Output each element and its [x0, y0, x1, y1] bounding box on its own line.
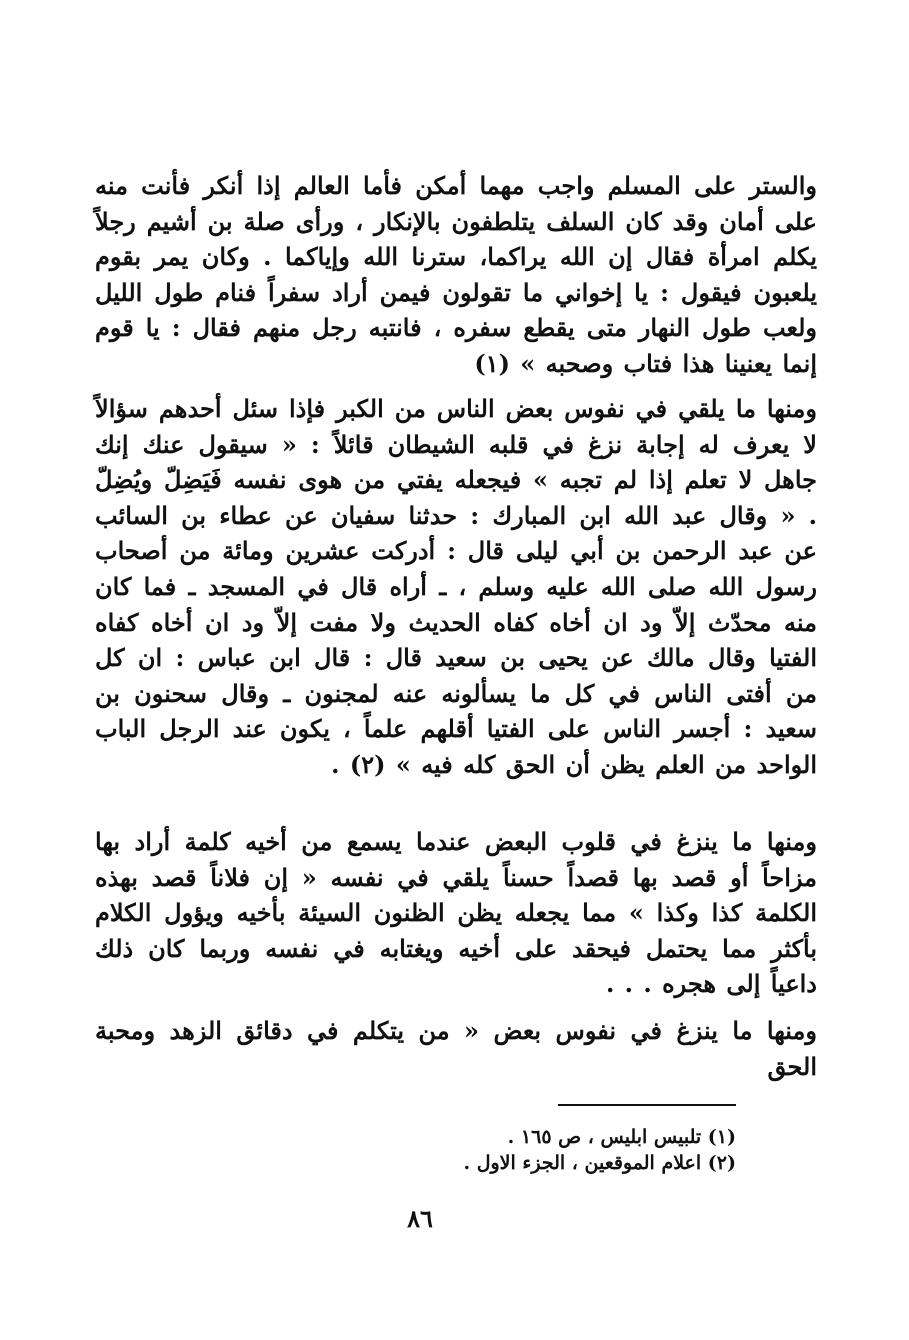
footnotes [300, 1124, 736, 1176]
footnote-1: (١) تلبيس ابليس ، ص ١٦٥ . [507, 1126, 736, 1148]
footnote-2: (٢) اعلام الموقعين ، الجزء الاول . [463, 1152, 736, 1174]
footnote-separator [558, 1104, 736, 1106]
paragraph-1: والستر على المسلم واجب مهما أمكن فأما العالم إذا أنكر فأنت منه على أمان وقد كان السلف يتلطفون بالإنكار ، ورأى صلة بن أشيم رجلاً يكلم امرأة فقال إن الله يراكما، سترنا الله وإياكما . وكان يمر بقوم يلعبون فيقول : يا إخواني ما تقولون فيمن أراد سفراً فنام طول الليل ولعب طول النهار متى يقطع سفره ، فانتبه رجل منهم فقال : يا قوم إنما يعنينا هذا فتاب وصحبه » (١) [95, 171, 817, 378]
paragraph-2: ومنها ما يلقي في نفوس بعض الناس من الكبر فإذا سئل أحدهم سؤالاً لا يعرف له إجابة نزغ في قلبه الشيطان قائلاً : « سيقول عنك إنك جاهل لا تعلم إذا لم تجبه » فيجعله يفتي من هوى نفسه فَيَضِلّ ويُضِلّ . « وقال عبد الله ابن المبارك : حدثنا سفيان عن عطاء بن السائب عن عبد الرحمن بن أبي ليلى قال : أدركت عشرين ومائة من أصحاب رسول الله صلى الله عليه وسلم ، ـ أراه قال في المسجد ـ فما كان منه محدّث إلاّ ود ان أخاه كفاه الحديث ولا مفت إلاّ ود ان أخاه كفاه الفتيا وقال مالك عن يحيى بن سعيد قال : قال ابن عباس : ان كل من أفتى الناس في كل ما يسألونه عنه لمجنون ـ وقال سحنون بن سعيد : أجسر الناس على الفتيا أقلهم علماً ، يكون عند الرجل الباب الواحد من العلم يظن أن الحق كله فيه » (٢) . [95, 394, 817, 779]
page-number: ٨٦ [407, 1204, 433, 1233]
paragraph-3: ومنها ما ينزغ في قلوب البعض عندما يسمع من أخيه كلمة أراد بها مزاحاً أو قصد بها قصداً حسناً يلقي في نفسه « إن فلاناً قصد بهذه الكلمة كذا وكذا » مما يجعله يظن الظنون السيئة بأخيه ويؤول الكلام بأكثر مما يحتمل فيحقد على أخيه ويغتابه في نفسه وربما كان ذلك داعياً إلى هجره . . . [95, 827, 817, 999]
paragraph-4: ومنها ما ينزغ في نفوس بعض « من يتكلم في دقائق الزهد ومحبة الحق [95, 1016, 817, 1081]
